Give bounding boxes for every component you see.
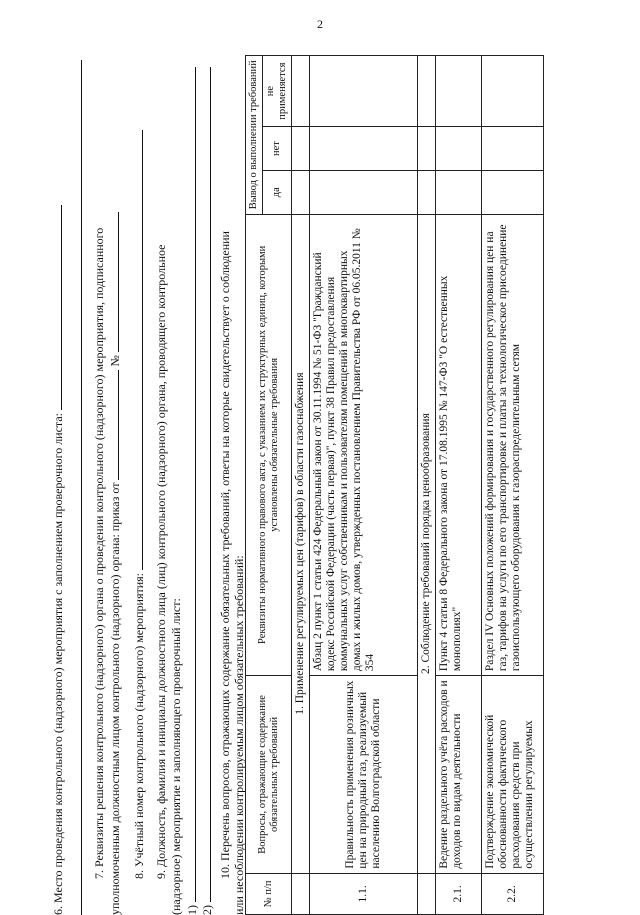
answer-no-cell[interactable] bbox=[482, 127, 544, 171]
section-num-cell bbox=[418, 873, 436, 914]
item-10-line-1: 10. Перечень вопросов, отражающих содержание обязательных требований, ответы на которые свидетельствует о соблюдении bbox=[218, 231, 232, 879]
rotated-page-content bbox=[40, 55, 600, 915]
item-7-date-fill bbox=[107, 370, 119, 480]
item-9-line-1: 9. Должность, фамилия и инициалы должностного лица (лиц) контрольного (надзорного) органа, проводящего контрольное bbox=[154, 244, 168, 879]
item-6-fill-line bbox=[50, 205, 62, 410]
item-6-continuation bbox=[70, 55, 86, 915]
item-9-entry-2 bbox=[199, 55, 215, 915]
row-requisites: Пункт 4 статьи 8 Федерального закона от 17.08.1995 № 147-ФЗ "О естественных монополиях" bbox=[436, 214, 482, 676]
row-requisites: Абзац 2 пункт 1 статьи 424 Федеральный закон от 30.11.1994 № 51-ФЗ "Гражданский кодекс Российской Федерации (часть первая)", пункт 38 Правил предоставления коммунальных услуг собственникам и пользователям помещений в многоквартирных домах и жилых домов, утвержденных постановлением Правительства РФ от 06.05.2011 № 354 bbox=[310, 214, 418, 676]
item-7-line-2 bbox=[107, 55, 123, 915]
table-row bbox=[482, 56, 544, 915]
answer-na-cell[interactable] bbox=[436, 56, 482, 127]
header-yes: да bbox=[263, 170, 292, 214]
item-6-label: 6. Место проведения контрольного (надзорного) мероприятия с заполнением проверочного листа: bbox=[51, 413, 65, 915]
row-requisites: Раздел IV Основных положений формирования и государственного регулирования цен на газ, тарифов на услуги по его транспортировке и платы за технологическое присоединение газоиспользующего оборудования к газораспределительным сетям bbox=[482, 214, 544, 676]
section-no-cell bbox=[292, 127, 310, 171]
row-number: 2.2. bbox=[482, 873, 544, 914]
section-title: 2. Соблюдение требований порядка ценообразования bbox=[418, 214, 436, 873]
row-question: Ведение раздельного учёта расходов и доходов по видам деятельности bbox=[436, 676, 482, 874]
answer-yes-cell[interactable] bbox=[482, 170, 544, 214]
answer-yes-cell[interactable] bbox=[436, 170, 482, 214]
header-requisites: Реквизиты нормативного правового акта, с указанием их структурных единиц, которыми установлены обязательные требования bbox=[246, 214, 292, 676]
header-no: нет bbox=[263, 127, 292, 171]
item-7-number-sign: № bbox=[108, 355, 122, 367]
item-9-entry-1-fill bbox=[184, 67, 196, 902]
item-9-entry-1-num: 1) bbox=[185, 905, 199, 915]
row-number: 2.1. bbox=[436, 873, 482, 914]
answer-no-cell[interactable] bbox=[436, 127, 482, 171]
section-no-cell bbox=[418, 127, 436, 171]
answer-no-cell[interactable] bbox=[310, 127, 418, 171]
section-na-cell bbox=[418, 56, 436, 127]
item-8-label: 8. Учётный номер контрольного (надзорного) мероприятия: bbox=[132, 572, 146, 879]
page-number: 2 bbox=[317, 17, 323, 31]
header-question: Вопросы, отражающие содержание обязательных требований bbox=[246, 676, 292, 874]
table-header-row-1 bbox=[246, 56, 263, 915]
answer-na-cell[interactable] bbox=[310, 56, 418, 127]
row-question: Подтверждение экономической обоснованности фактического расходования средств при осуществлении регулируемых bbox=[482, 676, 544, 874]
header-num: № п/п bbox=[246, 873, 292, 914]
section-yes-cell bbox=[418, 170, 436, 214]
item-9-entry-2-fill bbox=[199, 67, 211, 902]
requirements-table bbox=[245, 55, 544, 915]
section-num-cell bbox=[292, 873, 310, 914]
row-number: 1.1. bbox=[310, 873, 418, 914]
item-9-entry-1 bbox=[184, 55, 200, 915]
item-7-order-label: уполномоченным должностным лицом контрольного (надзорного) органа: приказ от bbox=[108, 482, 122, 915]
header-na: не применяется bbox=[263, 56, 292, 127]
table-row bbox=[310, 56, 418, 915]
item-9-line-2: (надзорное) мероприятие и заполняющего проверочный лист: bbox=[169, 598, 183, 915]
item-7-line-1: 7. Реквизиты решения контрольного (надзорного) органа о проведении контрольного (надзорного) мероприятия, подписанного bbox=[92, 227, 106, 879]
row-question: Правильность применения розничных цен на природный газ, реализуемый населению Волгоградской области bbox=[310, 676, 418, 874]
section-na-cell bbox=[292, 56, 310, 127]
item-7-number-fill bbox=[107, 212, 119, 352]
item-6 bbox=[50, 55, 66, 915]
section-row bbox=[292, 56, 310, 915]
item-8-fill-line bbox=[131, 130, 143, 570]
answer-yes-cell[interactable] bbox=[310, 170, 418, 214]
item-6-fill-line-2 bbox=[70, 60, 82, 915]
section-row bbox=[418, 56, 436, 915]
answer-na-cell[interactable] bbox=[482, 56, 544, 127]
section-yes-cell bbox=[292, 170, 310, 214]
item-10-line-2: или несоблюдении контролируемым лицом обязательных требований: bbox=[232, 555, 246, 915]
item-9-entry-2-num: 2) bbox=[200, 905, 214, 915]
table-row bbox=[436, 56, 482, 915]
header-conclusion: Вывод о выполнении требований bbox=[246, 56, 263, 215]
item-8 bbox=[131, 19, 147, 915]
section-title: 1. Применение регулируемых цен (тарифов) в области газоснабжения bbox=[292, 214, 310, 873]
